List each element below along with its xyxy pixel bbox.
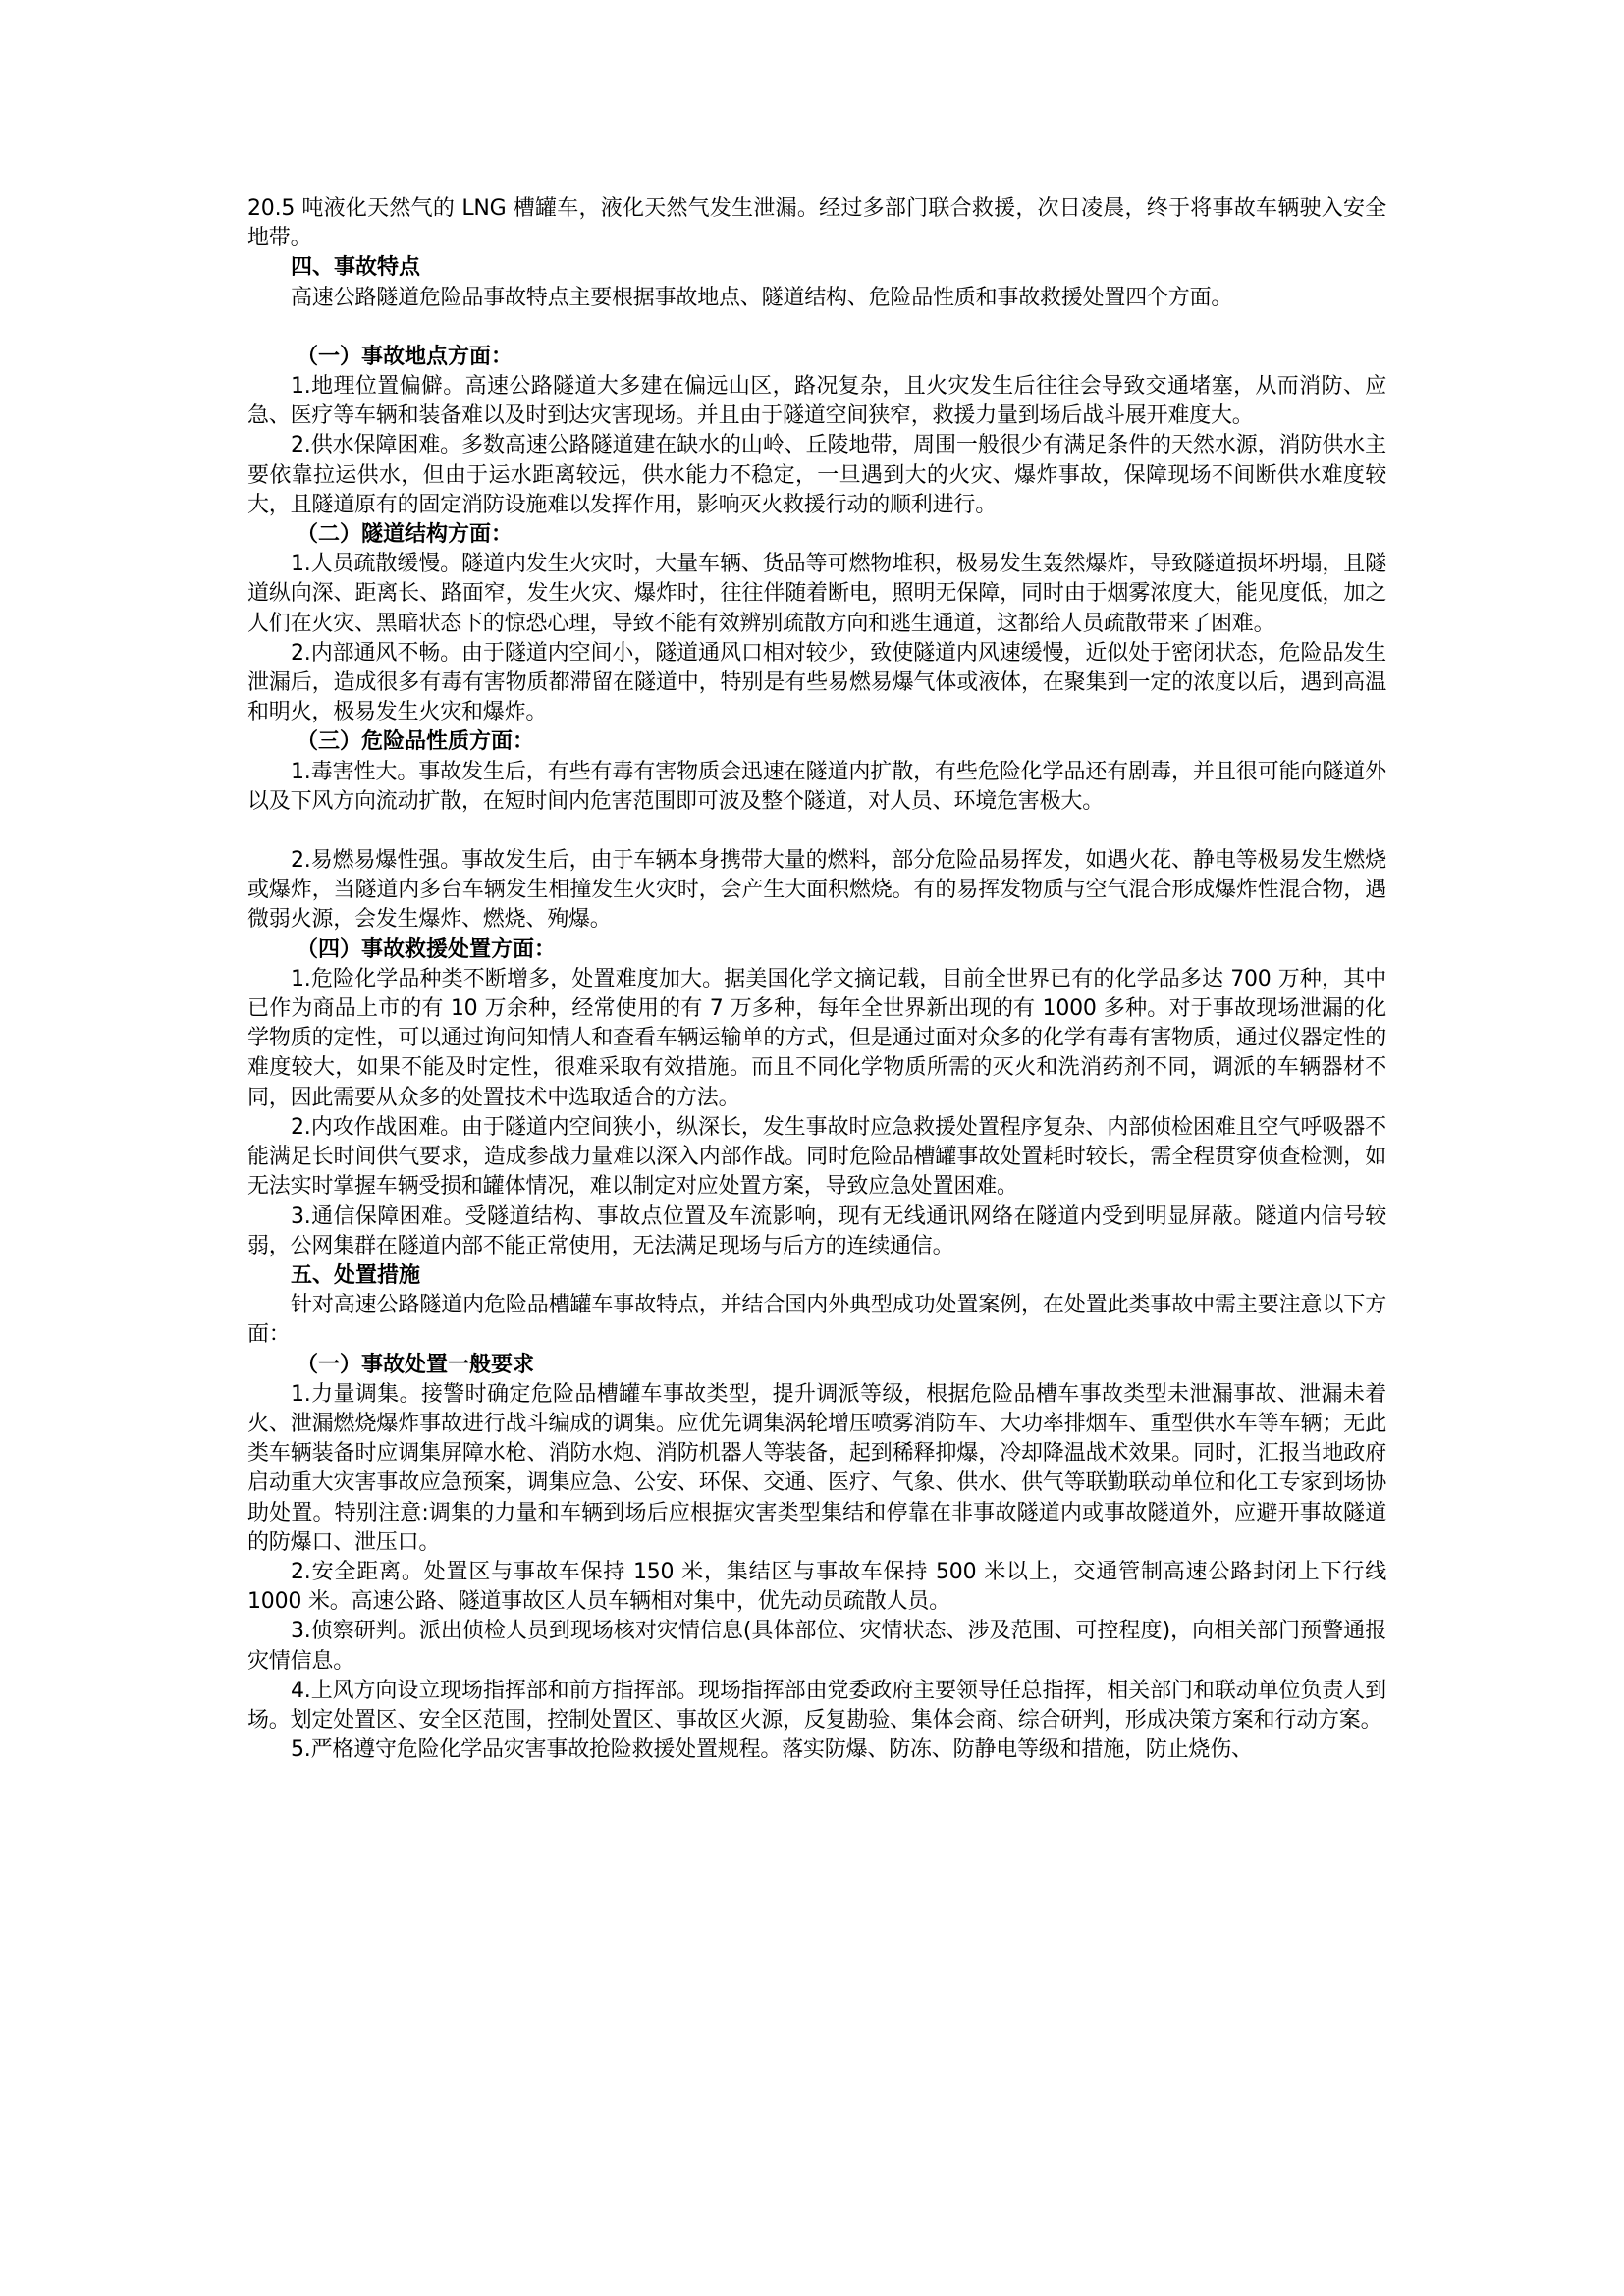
subheading-location: （一）事故地点方面： — [297, 344, 514, 369]
document-page — [247, 194, 1386, 1765]
paragraph-water-supply: 2.供水保障困难。多数高速公路隧道建在缺水的山岭、丘陵地带，周围一般很少有满足条件的天然水源，消防供水主要依靠拉运供水，但由于运水距离较远，供水能力不稳定，一旦遇到大的火灾、爆炸事故，保障现场不间断供水难度较大，且隧道原有的固定消防设施难以发挥作用，影响灭火救援行动的顺利进行。 — [247, 433, 1386, 517]
paragraph-safe-distance: 2.安全距离。处置区与事故车保持 150 米，集结区与事故车保持 500 米以上，交通管制高速公路封闭上下行线 1000 米。高速公路、隧道事故区人员车辆相对集中，优先动员疏散人员。 — [247, 1559, 1386, 1615]
blank-line — [247, 313, 1386, 343]
subheading-hazmat-properties: （三）危险品性质方面： — [297, 729, 535, 755]
paragraph-characteristics-intro: 高速公路隧道危险品事故特点主要根据事故地点、隧道结构、危险品性质和事故救援处置四个方面。 — [291, 285, 1233, 310]
paragraph-remote-location: 1.地理位置偏僻。高速公路隧道大多建在偏远山区，路况复杂，且火灾发生后往往会导致交通堵塞，从而消防、应急、医疗等车辆和装备难以及时到达灾害现场。并且由于隧道空间狭窄，救援力量到场后战斗展开难度大。 — [247, 374, 1386, 429]
subheading-general-requirements: （一）事故处置一般要求 — [297, 1352, 535, 1377]
paragraph-ventilation: 2.内部通风不畅。由于隧道内空间小，隧道通风口相对较少，致使隧道内风速缓慢，近似处于密闭状态，危险品发生泄漏后，造成很多有毒有害物质都滞留在隧道中，特别是有些易燃易爆气体或液体，在聚集到一定的浓度以后，遇到高温和明火，极易发生火灾和爆炸。 — [247, 640, 1386, 725]
paragraph-evacuation: 1.人员疏散缓慢。隧道内发生火灾时，大量车辆、货品等可燃物堆积，极易发生轰然爆炸，导致隧道损坏坍塌，且隧道纵向深、距离长、路面窄，发生火灾、爆炸时，往往伴随着断电，照明无保障，同时由于烟雾浓度大，能见度低，加之人们在火灾、黑暗状态下的惊恐心理，导致不能有效辨别疏散方向和逃生通道，这都给人员疏散带来了困难。 — [247, 552, 1386, 636]
paragraph-reconnaissance: 3.侦察研判。派出侦检人员到现场核对灾情信息(具体部位、灾情状态、涉及范围、可控程度)，向相关部门预警通报灾情信息。 — [247, 1619, 1386, 1674]
paragraph-measures-intro: 针对高速公路隧道内危险品槽罐车事故特点，并结合国内外典型成功处置案例，在处置此类事故中需主要注意以下方面： — [247, 1293, 1386, 1348]
paragraph-force-dispatch: 1.力量调集。接警时确定危险品槽罐车事故类型，提升调派等级，根据危险品槽车事故类型未泄漏事故、泄漏未着火、泄漏燃烧爆炸事故进行战斗编成的调集。应优先调集涡轮增压喷雾消防车、大功率排烟车、重型供水车等车辆；无此类车辆装备时应调集屏障水枪、消防水炮、消防机器人等装备，起到稀释抑爆，冷却降温战术效果。同时，汇报当地政府启动重大灾害事故应急预案，调集应急、公安、环保、交通、医疗、气象、供水、供气等联勤联动单位和化工专家到场协助处置。特别注意:调集的力量和车辆到场后应根据灾害类型集结和停靠在非事故隧道内或事故隧道外，应避开事故隧道的防爆口、泄压口。 — [247, 1381, 1386, 1555]
paragraph-lng-incident-end: 20.5 吨液化天然气的 LNG 槽罐车，液化天然气发生泄漏。经过多部门联合救援，次日凌晨，终于将事故车辆驶入安全地带。 — [247, 196, 1386, 251]
paragraph-chemical-variety: 1.危险化学品种类不断增多，处置难度加大。据美国化学文摘记载，目前全世界已有的化学品多达 700 万种，其中已作为商品上市的有 10 万余种，经常使用的有 7 万多种，每年全世界新出现的有 1000 多种。对于事故现场泄漏的化学物质的定性，可以通过询问知情人和查看车辆运输单的方式，但是通过面对众多的化学有毒有害物质，通过仪器定性的难度较大，如果不能及时定性，很难采取有效措施。而且不同化学物质所需的灭火和洗消药剂不同，调派的车辆器材不同，因此需要从众多的处置技术中选取适合的方法。 — [247, 966, 1386, 1110]
heading-disposal-measures: 五、处置措施 — [291, 1262, 421, 1288]
paragraph-flammability: 2.易燃易爆性强。事故发生后，由于车辆本身携带大量的燃料，部分危险品易挥发，如遇火花、静电等极易发生燃烧或爆炸，当隧道内多台车辆发生相撞发生火灾时，会产生大面积燃烧。有的易挥发物质与空气混合形成爆炸性混合物，遇微弱火源，会发生爆炸、燃烧、殉爆。 — [247, 848, 1386, 933]
paragraph-internal-attack: 2.内攻作战困难。由于隧道内空间狭小，纵深长，发生事故时应急救援处置程序复杂、内部侦检困难且空气呼吸器不能满足长时间供气要求，造成参战力量难以深入内部作战。同时危险品槽罐事故处置耗时较长，需全程贯穿侦查检测，如无法实时掌握车辆受损和罐体情况，难以制定对应处置方案，导致应急处置困难。 — [247, 1114, 1386, 1200]
paragraph-communication: 3.通信保障困难。受隧道结构、事故点位置及车流影响，现有无线通讯网络在隧道内受到明显屏蔽。隧道内信号较弱，公网集群在隧道内部不能正常使用，无法满足现场与后方的连续通信。 — [247, 1203, 1386, 1258]
blank-line — [247, 817, 1386, 846]
heading-accident-characteristics: 四、事故特点 — [291, 255, 421, 281]
subheading-tunnel-structure: （二）隧道结构方面： — [297, 522, 514, 548]
subheading-rescue-disposal: （四）事故救援处置方面： — [297, 936, 557, 962]
paragraph-command-post: 4.上风方向设立现场指挥部和前方指挥部。现场指挥部由党委政府主要领导任总指挥，相关部门和联动单位负责人到场。划定处置区、安全区范围，控制处置区、事故区火源，反复勘验、集体会商、综合研判，形成决策方案和行动方案。 — [247, 1678, 1386, 1733]
paragraph-toxicity: 1.毒害性大。事故发生后，有些有毒有害物质会迅速在隧道内扩散，有些危险化学品还有剧毒，并且很可能向隧道外以及下风方向流动扩散，在短时间内危害范围即可波及整个隧道，对人员、环境危害极大。 — [247, 759, 1386, 814]
paragraph-safety-procedures: 5.严格遵守危险化学品灾害事故抢险救援处置规程。落实防爆、防冻、防静电等级和措施，防止烧伤、 — [291, 1737, 1253, 1763]
